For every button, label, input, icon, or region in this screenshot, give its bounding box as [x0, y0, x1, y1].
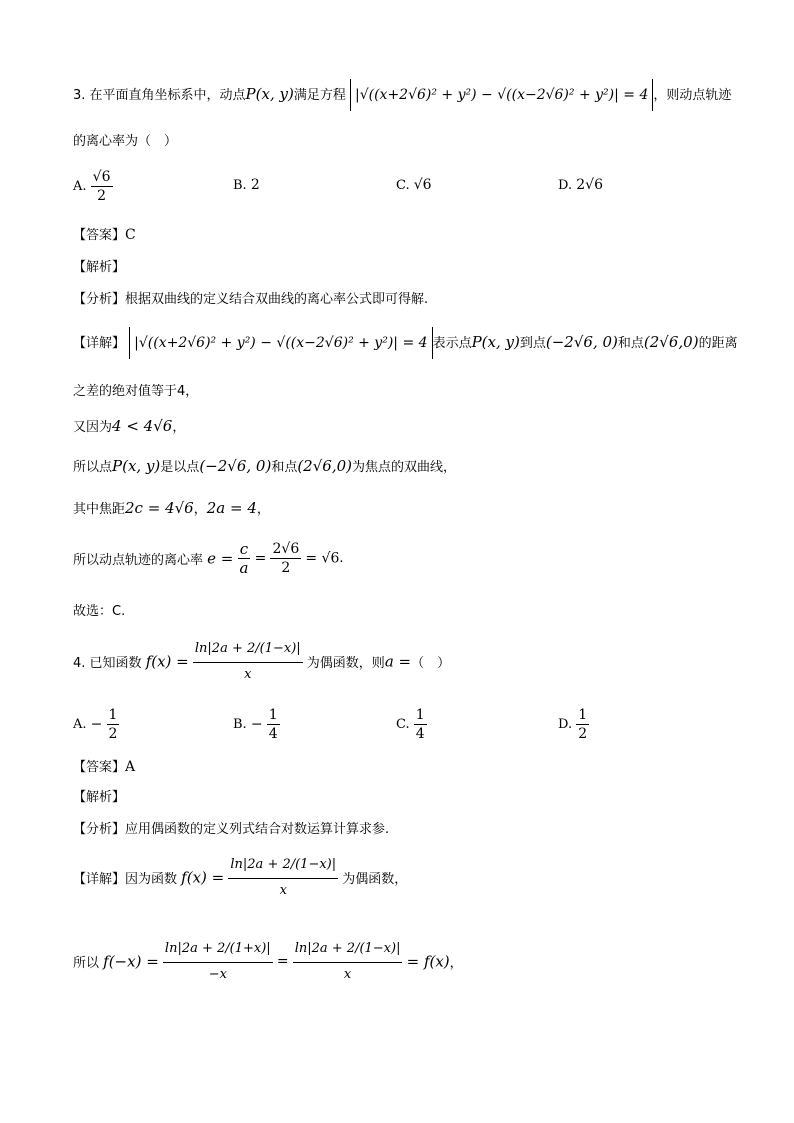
q4-last-n2: ln|2a + 2/(1−x)|	[293, 936, 403, 963]
q3-option-a	[73, 168, 113, 205]
q4-fenxi-text: 应用偶函数的定义列式结合对数运算计算求参.	[125, 822, 390, 837]
q4-last-end: ，	[449, 956, 463, 971]
q3-line6-f2n: 2√6	[272, 541, 300, 557]
q3-line4-point: P(x, y)	[112, 457, 161, 475]
q4-detail-num: ln|2a + 2/(1−x)|	[228, 852, 338, 879]
q4-fenxi	[73, 818, 389, 837]
q3-detail-p2: (2√6,0)	[643, 333, 699, 351]
q4-den: x	[244, 667, 252, 682]
q4-last-line	[73, 936, 463, 987]
q3-fenxi-text: 根据双曲线的定义结合双曲线的离心率公式即可得解.	[125, 292, 429, 307]
q3-option-a-letter: A.	[73, 179, 87, 194]
q3-option-d	[558, 177, 603, 193]
q3-detail-label: 【详解】	[73, 336, 126, 351]
q3-line6-f1n: c	[238, 540, 251, 559]
q4-option-b-den: 4	[268, 726, 278, 742]
q4-option-d-num: 1	[578, 707, 588, 723]
q4-option-c-fraction	[414, 706, 427, 743]
q4-answer-label: 【答案】	[73, 760, 126, 775]
q4-option-c-letter: C.	[396, 717, 410, 732]
q3-option-b	[233, 177, 260, 193]
q3-point: P(x, y)	[245, 85, 294, 103]
q3-line5-a: 其中焦距	[73, 502, 126, 517]
q3-line3-math: 4 < 4√6	[112, 417, 173, 435]
q4-option-b	[233, 706, 280, 743]
q4-option-b-letter: B.	[233, 717, 247, 732]
q3-line4-p2: (2√6,0)	[297, 457, 352, 475]
q3-equation: |√((x+2√6)² + y²) − √((x−2√6)² + y²)| = 4	[350, 79, 653, 111]
q3-detail-line1	[73, 326, 738, 358]
q4-a-eq: a =	[384, 652, 412, 671]
q3-answer	[73, 224, 136, 243]
q4-last-d2: x	[343, 967, 352, 982]
q3-option-a-num: √6	[92, 169, 111, 185]
q4-option-a-num: 1	[108, 707, 118, 723]
q4-suffix: 为偶函数，则	[306, 656, 385, 671]
q3-line4-b: 是以点	[160, 460, 200, 475]
q3-line6-res: = √6	[305, 550, 340, 567]
q4-last-frac1	[163, 936, 273, 987]
q3-line6-end: .	[339, 551, 344, 566]
q3-option-c-value: √6	[413, 177, 432, 193]
q4-last-a: 所以	[73, 956, 100, 971]
q3-line5-sep: ，	[193, 502, 207, 517]
q4-fraction	[193, 636, 303, 687]
q3-line6-f2d: 2	[281, 560, 291, 576]
q3-line4-a: 所以点	[73, 460, 113, 475]
q4-fx: f(x) =	[145, 652, 189, 671]
q4-option-b-fraction	[267, 706, 280, 743]
q4-option-b-sign: −	[250, 716, 263, 733]
q3-line6-frac1	[238, 540, 251, 577]
q3-option-d-letter: D.	[558, 178, 573, 193]
q4-detail-fraction	[228, 852, 338, 903]
q3-detail-b: 到点	[519, 336, 546, 351]
q4-option-d-den: 2	[578, 726, 588, 742]
q4-stem	[73, 636, 450, 687]
q3-option-a-fraction	[91, 168, 113, 205]
q4-answer	[73, 756, 135, 775]
q4-last-frac2	[293, 936, 403, 987]
q3-line5-end: ，	[256, 502, 270, 517]
q4-fenxi-label: 【分析】	[73, 822, 126, 837]
q3-detail-a: 表示点	[432, 336, 472, 351]
q3-option-c	[396, 177, 432, 193]
q4-option-a-den: 2	[108, 726, 118, 742]
q3-detail-c: 和点	[617, 336, 644, 351]
q3-fenxi-label: 【分析】	[73, 292, 126, 307]
q3-line6-eq: =	[254, 550, 267, 567]
q3-option-c-letter: C.	[396, 178, 410, 193]
q3-stem-mid: 满足方程	[293, 88, 346, 103]
q4-paren: （ ）	[411, 656, 451, 671]
q3-stem-prefix: 3. 在平面直角坐标系中，动点	[73, 88, 246, 103]
q3-option-b-letter: B.	[233, 178, 247, 193]
q3-stem-suffix: ，则动点轨迹	[653, 88, 732, 103]
q4-option-b-num: 1	[268, 707, 278, 723]
q4-option-a-letter: A.	[73, 717, 87, 732]
q3-detail-p1: (−2√6, 0)	[545, 333, 618, 351]
q4-detail	[73, 852, 407, 903]
q3-detail-d: 的距离	[698, 336, 738, 351]
q3-option-a-den: 2	[97, 188, 107, 204]
q3-option-d-value: 2√6	[576, 177, 603, 193]
q4-num: ln|2a + 2/(1−x)|	[193, 636, 303, 663]
q4-last-rhs: = f(x)	[406, 952, 450, 971]
q4-last-eq: =	[276, 953, 289, 970]
q3-detail-equation: |√((x+2√6)² + y²) − √((x−2√6)² + y²)| = 4	[129, 327, 432, 359]
q3-stem-line2: 的离心率为（ ）	[73, 134, 178, 149]
q3-analysis-label: 【解析】	[73, 260, 126, 275]
q4-option-c-den: 4	[415, 726, 425, 742]
q3-choose: 故选：C.	[73, 604, 126, 619]
q4-option-c-num: 1	[415, 707, 425, 723]
q4-option-a-fraction	[107, 706, 120, 743]
q4-detail-den: x	[279, 883, 287, 898]
q3-detail-line3	[73, 416, 185, 435]
q3-detail-line4	[73, 456, 456, 475]
q3-line4-c: 和点	[271, 460, 298, 475]
q3-answer-label: 【答案】	[73, 228, 126, 243]
q4-option-d	[558, 706, 589, 743]
q3-detail-line6	[73, 540, 344, 577]
q3-line3-text: 又因为	[73, 420, 113, 435]
q3-detail-line2: 之差的绝对值等于4，	[73, 384, 199, 399]
q4-detail-label: 【详解】	[73, 872, 126, 887]
q3-answer-value: C	[125, 227, 136, 243]
q4-analysis-label: 【解析】	[73, 790, 126, 805]
q4-last-n1: ln|2a + 2/(1+x)|	[163, 936, 273, 963]
q4-option-d-fraction	[576, 706, 589, 743]
q4-option-c	[396, 706, 427, 743]
q4-detail-a: 因为函数	[125, 872, 178, 887]
q3-line4-d: 为焦点的双曲线，	[352, 460, 457, 475]
q3-stem-line1	[73, 78, 731, 110]
q3-detail-line5	[73, 498, 270, 517]
q3-line3-end: ，	[172, 420, 186, 435]
q3-line6-frac2	[270, 540, 301, 577]
q3-option-b-value: 2	[250, 177, 260, 193]
q3-line4-p1: (−2√6, 0)	[199, 457, 272, 475]
q3-line6-a: 所以动点轨迹的离心率	[73, 553, 204, 568]
q4-detail-b: 为偶函数，	[342, 872, 408, 887]
q4-option-a-sign: −	[90, 716, 103, 733]
q3-line5-m1: 2c = 4√6	[125, 499, 194, 517]
q4-answer-value: A	[125, 759, 136, 775]
q4-prefix: 4. 已知函数	[73, 656, 142, 671]
q3-detail-point: P(x, y)	[471, 333, 520, 351]
q4-last-lhs: f(−x) =	[103, 952, 159, 971]
q3-line6-e: e =	[207, 549, 234, 568]
q3-line5-m2: 2a = 4	[206, 499, 257, 517]
q3-line6-f1d: a	[239, 559, 249, 577]
q4-detail-fx: f(x) =	[181, 868, 225, 887]
q4-last-d1: −x	[208, 967, 227, 982]
q3-fenxi	[73, 288, 428, 307]
q4-option-a	[73, 706, 119, 743]
q4-option-d-letter: D.	[558, 717, 573, 732]
